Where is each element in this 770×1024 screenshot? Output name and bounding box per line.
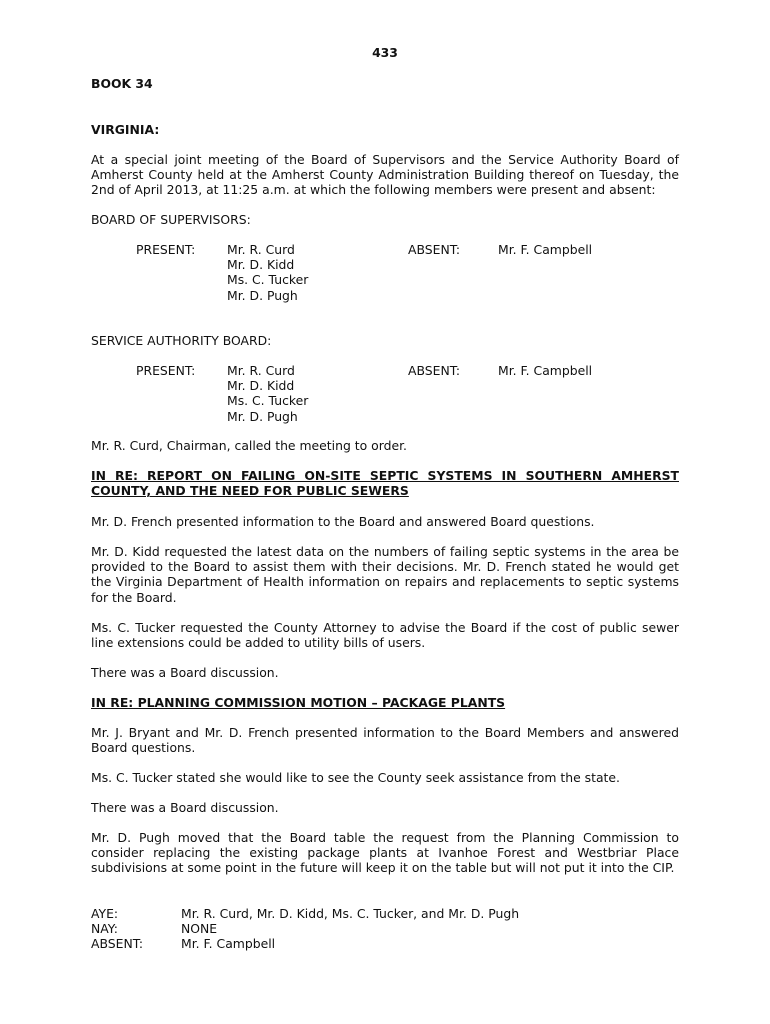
present-member: Mr. R. Curd [227,242,295,257]
item1-paragraph: Ms. C. Tucker requested the County Attorney to advise the Board if the cost of public sewer line extensions could be added to utility bills of users. [91,620,679,651]
item2-paragraph: Mr. D. Pugh moved that the Board table the request from the Planning Commission to consider replacing the existing package plants at Ivanhoe Forest and Westbriar Place subdivisions at some point in the future will keep it on the table but will not put it into the CIP. [91,830,679,876]
item1-paragraph: There was a Board discussion. [91,665,279,680]
board-of-supervisors-roster [0,242,770,304]
vote-value: Mr. R. Curd, Mr. D. Kidd, Ms. C. Tucker, and Mr. D. Pugh [181,906,520,921]
item2-heading: IN RE: PLANNING COMMISSION MOTION – PACKAGE PLANTS [91,695,506,710]
item2-paragraph: Ms. C. Tucker stated she would like to see the County seek assistance from the state. [91,770,620,785]
present-member: Ms. C. Tucker [227,272,309,288]
absent-label: ABSENT: [408,363,461,378]
present-member: Mr. D. Kidd [227,257,295,273]
service-authority-board-roster [0,363,770,425]
present-member: Mr. D. Pugh [227,287,298,303]
absent-member: Mr. F. Campbell [498,242,593,257]
board-of-supervisors-title: BOARD OF SUPERVISORS: [91,212,251,227]
intro-paragraph: At a special joint meeting of the Board of Supervisors and the Service Authority Board of Amherst County held at the Amherst County Administration Building thereof on Tuesday, the 2nd of April 2013, at 11:25 a.m. at which the following members were present and absent: [91,152,679,198]
present-label: PRESENT: [136,242,196,257]
present-label: PRESENT: [136,363,196,378]
vote-label: AYE: [91,906,119,921]
present-member: Ms. C. Tucker [227,393,309,409]
item2-paragraph: Mr. J. Bryant and Mr. D. French presented information to the Board Members and answered Board questions. [91,725,679,756]
present-member: Mr. D. Pugh [227,408,298,424]
item1-heading: IN RE: REPORT ON FAILING ON-SITE SEPTIC SYSTEMS IN SOUTHERN AMHERST COUNTY, AND THE NEED FOR PUBLIC SEWERS [91,468,679,499]
service-authority-board-title: SERVICE AUTHORITY BOARD: [91,333,272,348]
book-number: BOOK 34 [91,76,153,91]
vote-label: ABSENT: [91,936,144,951]
item1-paragraph: Mr. D. French presented information to the Board and answered Board questions. [91,514,595,529]
present-member: Mr. R. Curd [227,363,295,378]
state-heading: VIRGINIA: [91,122,160,137]
page-number: 433 [372,45,398,60]
vote-label: NAY: [91,921,118,936]
absent-member: Mr. F. Campbell [498,363,593,378]
present-member: Mr. D. Kidd [227,378,295,394]
call-to-order: Mr. R. Curd, Chairman, called the meeting to order. [91,438,407,453]
vote-value: Mr. F. Campbell [181,936,276,951]
absent-label: ABSENT: [408,242,461,257]
item1-paragraph: Mr. D. Kidd requested the latest data on the numbers of failing septic systems in the area be provided to the Board to assist them with their decisions. Mr. D. French stated he would get the Virginia Department of Health information on repairs and replacements to septic systems for the Board. [91,544,679,605]
vote-value: NONE [181,921,218,936]
item2-paragraph: There was a Board discussion. [91,800,279,815]
